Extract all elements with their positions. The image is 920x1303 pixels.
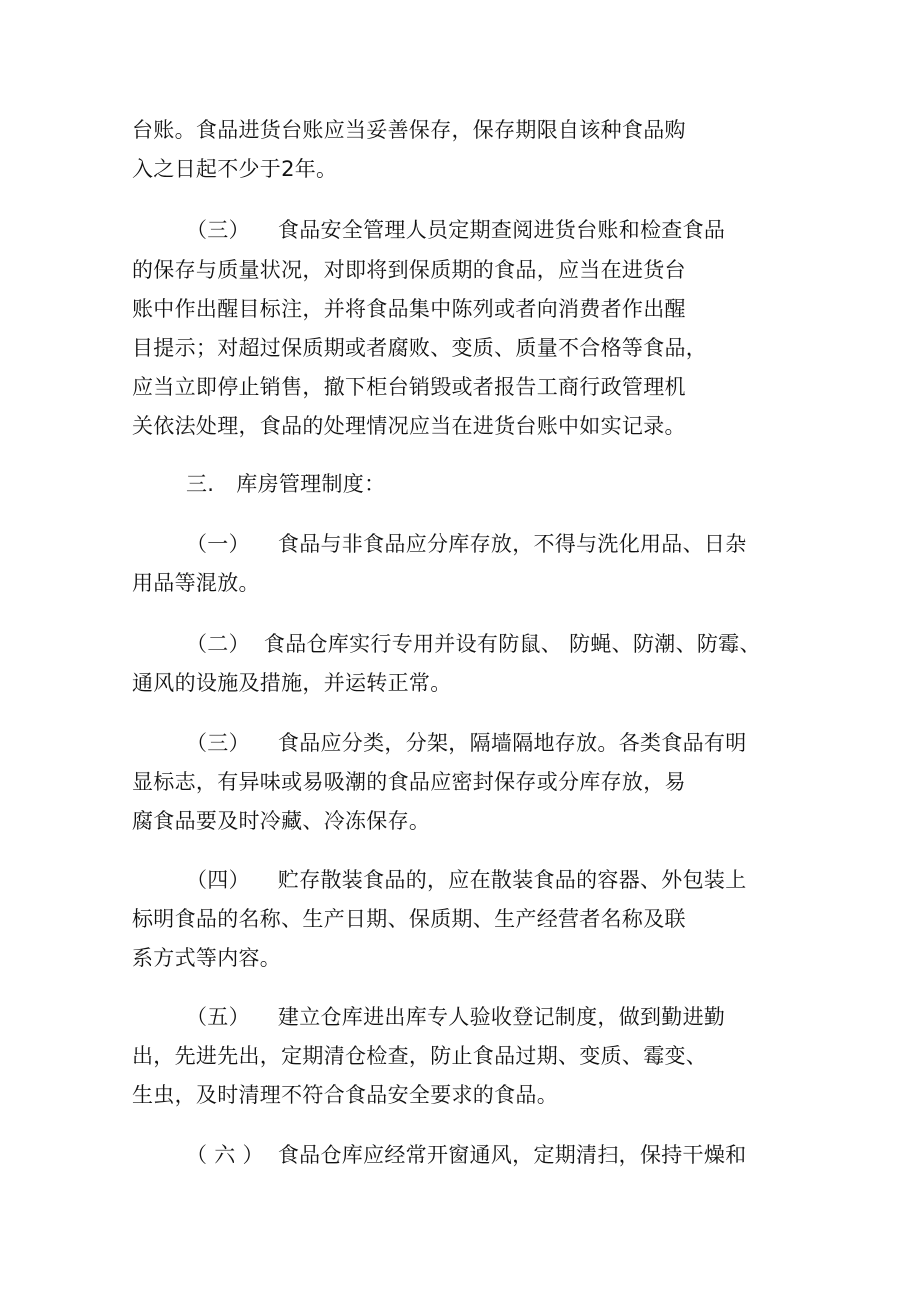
paragraph-heading-line [186, 630, 761, 658]
text-line: 贮存散装食品的，应在散装食品的容器、外包装上 [277, 868, 747, 892]
text-line: 入之日起不少于2年。 [132, 157, 338, 181]
text-line: 通风的设施及措施，并运转正常。 [132, 671, 452, 695]
text-line: 食品与非食品应分库存放，不得与洗化用品、日杂 [277, 532, 747, 556]
text-line: 目提示；对超过保质期或者腐败、变质、质量不合格等食品， [132, 336, 708, 360]
paragraph-heading-line [186, 1003, 725, 1031]
item-marker: （三） [186, 731, 250, 755]
item-marker: （三） [186, 218, 250, 242]
text-line: 腐食品要及时冷藏、冷冻保存。 [132, 809, 431, 833]
text-line: 应当立即停止销售，撤下柜台销毁或者报告工商行政管理机 [132, 375, 686, 399]
section-title: 库房管理制度： [236, 472, 386, 496]
paragraph-heading-line [186, 1141, 746, 1169]
item-marker: （二） [186, 632, 250, 656]
text-line: 生虫，及时清理不符合食品安全要求的食品。 [132, 1083, 558, 1107]
section-heading [186, 470, 385, 498]
text-line: 用品等混放。 [132, 571, 260, 595]
paragraph-heading-line [186, 530, 747, 558]
paragraph-heading-line [186, 216, 725, 244]
item-marker: （一） [186, 532, 250, 556]
text-line: 标明食品的名称、生产日期、保质期、生产经营者名称及联 [132, 907, 686, 931]
text-line: 台账。食品进货台账应当妥善保存，保存期限自该种食品购 [132, 118, 686, 142]
text-line: 账中作出醒目标注，并将食品集中陈列或者向消费者作出醒 [132, 297, 686, 321]
text-line: 的保存与质量状况，对即将到保质期的食品，应当在进货台 [132, 258, 686, 282]
text-line: 食品安全管理人员定期查阅进货台账和检查食品 [277, 218, 726, 242]
text-line: 关依法处理，食品的处理情况应当在进货台账中如实记录。 [132, 414, 686, 438]
item-marker: （五） [186, 1005, 250, 1029]
text-line: 建立仓库进出库专人验收登记制度，做到勤进勤 [277, 1005, 726, 1029]
section-number: 三. [186, 472, 215, 496]
text-line: 食品仓库实行专用并设有防鼠、 防蝇、防潮、防霉、 [263, 632, 761, 656]
item-marker: （四） [186, 868, 250, 892]
text-line: 食品仓库应经常开窗通风，定期清扫，保持干燥和 [277, 1143, 747, 1167]
text-line: 食品应分类，分架，隔墙隔地存放。各类食品有明 [277, 731, 747, 755]
item-marker: （ 六 ） [186, 1143, 264, 1167]
paragraph-heading-line [186, 729, 747, 757]
text-line: 出，先进先出，定期清仓检查，防止食品过期、变质、霉变、 [132, 1044, 708, 1068]
paragraph-heading-line [186, 866, 747, 894]
text-line: 显标志，有异味或易吸潮的食品应密封保存或分库存放，易 [132, 770, 686, 794]
text-line: 系方式等内容。 [132, 946, 282, 970]
